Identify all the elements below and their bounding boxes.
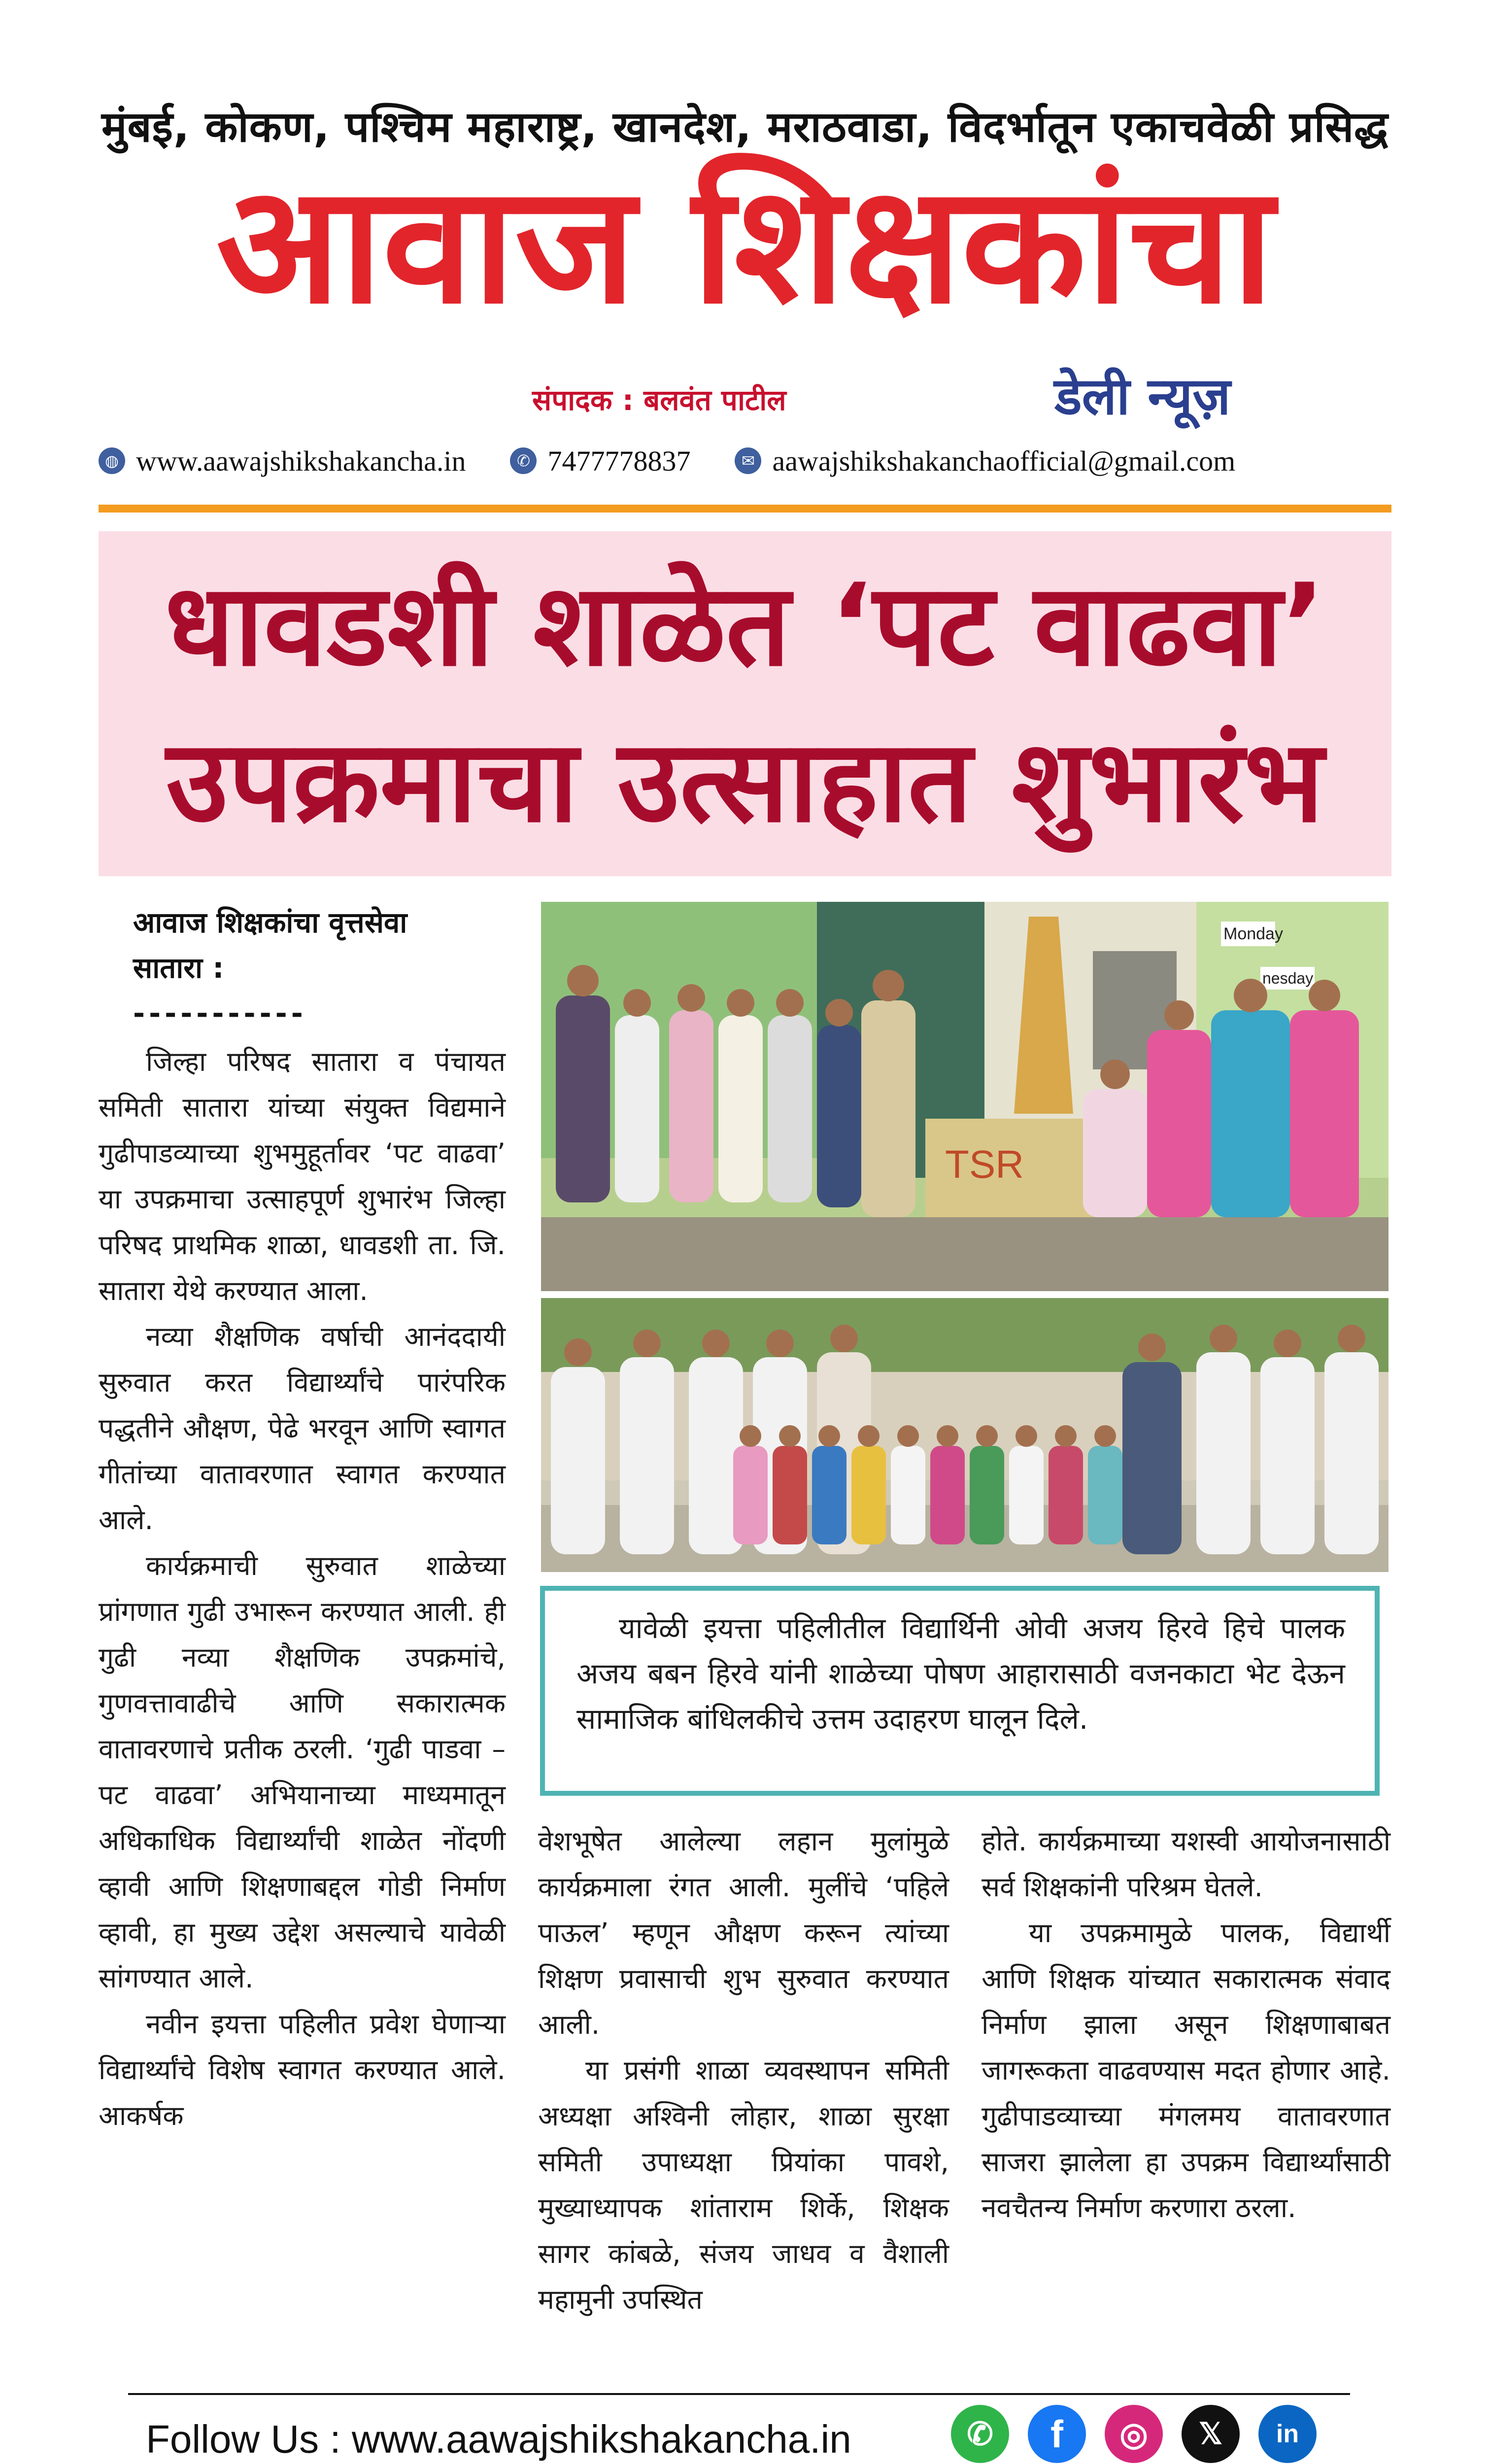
byline <box>133 900 527 1036</box>
website-contact[interactable] <box>99 445 466 478</box>
event-photo-courtyard <box>541 1298 1388 1572</box>
tagline: मुंबई, कोकण, पश्चिम महाराष्ट्र, खानदेश, मराठवाडा, विदर्भातून एकाचवेळी प्रसिद्ध <box>102 103 1388 152</box>
instagram-icon[interactable]: ◎ <box>1105 2405 1163 2463</box>
headline-line-1: धावडशी शाळेत ‘पट वाढवा’ <box>165 559 1325 691</box>
paragraph: या प्रसंगी शाळा व्यवस्थापन समिती अध्यक्षा अश्विनी लोहार, शाळा सुरक्षा समिती उपाध्यक्षा प्रियांका पावशे, मुख्याध्यापक शांताराम शिर्के, शिक्षक सागर कांबळे, संजय जाधव व वैशाली महामुनी उपस्थित <box>538 2054 949 2315</box>
mail-icon: ✉ <box>735 447 761 474</box>
editor-credit: संपादक : बलवंत पाटील <box>532 383 786 417</box>
article-column-1 <box>99 1039 506 2369</box>
paragraph: कार्यक्रमाची सुरुवात शाळेच्या प्रांगणात गुढी उभारून करण्यात आली. ही गुढी नव्या शैक्षणिक उपक्रमांचे, गुणवत्तावाढीचे आणि सकारात्मक वातावरणाचे प्रतीक ठरली. ‘गुढी पाडवा – पट वाढवा’ अभियानाच्या माध्यमातून अधिकाधिक विद्यार्थ्यांची शाळेत नोंदणी व्हावी आणि शिक्षणाबद्दल गोडी निर्माण व्हावी, हा मुख्य उद्देश असल्याचे यावेळी सांगण्यात आले. <box>99 1550 506 1994</box>
x-icon[interactable]: 𝕏 <box>1182 2405 1240 2463</box>
footer-top-rule <box>128 2393 1350 2395</box>
phone-contact[interactable] <box>510 445 690 478</box>
photo-caption-box <box>540 1586 1380 1796</box>
linkedin-icon[interactable]: in <box>1258 2405 1317 2463</box>
contact-row <box>99 439 1399 483</box>
paragraph: जिल्हा परिषद सातारा व पंचायत समिती सातारा यांच्या संयुक्त विद्यमाने गुढीपाडव्याच्या शुभमुहूर्तावर ‘पट वाढवा’ या उपक्रमाचा उत्साहपूर्ण शुभारंभ जिल्हा परिषद प्राथमिक शाळा, धावडशी ता. जि. सातारा येथे करण्यात आला. <box>99 1046 506 1306</box>
phone-icon: ✆ <box>510 447 537 474</box>
sign-tsr: TSR <box>945 1142 1024 1186</box>
sign-monday: Monday <box>1223 924 1283 943</box>
whatsapp-icon[interactable]: ✆ <box>951 2405 1009 2463</box>
masthead-title: आवाज शिक्षकांचा <box>216 148 1274 340</box>
paragraph: नव्या शैक्षणिक वर्षाची आनंददायी सुरुवात करत विद्यार्थ्यांचे पारंपरिक पद्धतीने औक्षण, पेढे भरवून आणि स्वागत गीतांच्या वातावरणात स्वागत करण्यात आले. <box>99 1321 506 1536</box>
byline-dashes: ----------- <box>133 996 307 1030</box>
website-text: www.aawajshikshakancha.in <box>136 445 466 477</box>
facebook-icon[interactable]: f <box>1028 2405 1086 2463</box>
phone-text: 7477778837 <box>547 445 691 477</box>
follow-us-link[interactable]: Follow Us : www.aawajshikshakancha.in <box>146 2417 851 2461</box>
headline-line-2: उपक्रमाचा उत्साहात शुभारंभ <box>166 716 1324 848</box>
byline-place: सातारा : <box>133 951 224 985</box>
paragraph: होते. कार्यक्रमाच्या यशस्वी आयोजनासाठी सर्व शिक्षकांनी परिश्रम घेतले. <box>982 1825 1390 1903</box>
email-contact[interactable] <box>735 445 1235 478</box>
paragraph: वेशभूषेत आलेल्या लहान मुलांमुळे कार्यक्रमाला रंगत आली. मुलींचे ‘पहिले पाऊल’ म्हणून औक्षण करून त्यांच्या शिक्षण प्रवासाची शुभ सुरुवात करण्यात आली. <box>538 1825 949 2040</box>
article-column-3 <box>982 1818 1390 2370</box>
edition-label: डेली न्यूज़ <box>1054 366 1231 426</box>
paragraph: नवीन इयत्ता पहिलीत प्रवेश घेणाऱ्या विद्यार्थ्यांचे विशेष स्वागत करण्यात आले. आकर्षक <box>99 2008 506 2131</box>
event-photo-classroom <box>541 902 1388 1291</box>
article-column-2 <box>538 1818 949 2370</box>
sign-wednesday: nesday <box>1262 969 1314 987</box>
byline-agency: आवाज शिक्षकांचा वृत्तसेवा <box>133 906 407 939</box>
headline-box <box>99 531 1391 876</box>
photo-caption: यावेळी इयत्ता पहिलीतील विद्यार्थिनी ओवी अजय हिरवे हिचे पालक अजय बबन हिरवे यांनी शाळेच्या पोषण आहारासाठी वजनकाटा भेट देऊन सामाजिक बांधिलकीचे उत्तम उदाहरण घालून दिले. <box>576 1611 1345 1736</box>
paragraph: या उपक्रमामुळे पालक, विद्यार्थी आणि शिक्षक यांच्यात सकारात्मक संवाद निर्माण झाला असून शिक्षणाबाबत जागरूकता वाढवण्यास मदत होणार आहे. गुढीपाडव्याच्या मंगलमय वातावरणात साजरा झालेला हा उपक्रम विद्यार्थ्यांसाठी नवचैतन्य निर्माण करणारा ठरला. <box>982 1917 1390 2224</box>
globe-icon: ◍ <box>99 447 125 474</box>
email-text: aawajshikshakanchaofficial@gmail.com <box>772 445 1236 477</box>
header-divider <box>99 505 1391 513</box>
